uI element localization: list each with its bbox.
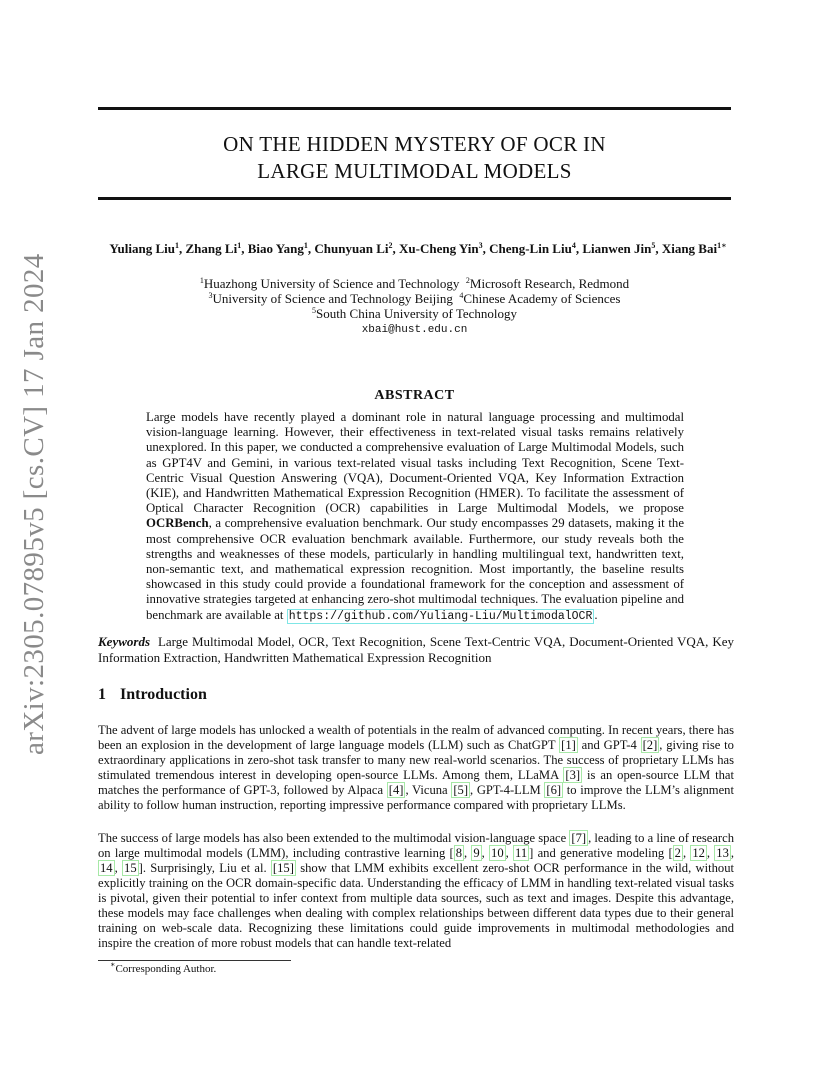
footnote-mark: ∗: [110, 960, 116, 969]
citation-number: 1: [565, 738, 572, 752]
citation-number: 3: [569, 768, 576, 782]
text: The success of large models has also been extended to the multimodal vision-language space: [98, 831, 567, 845]
citation-link[interactable]: 9: [473, 846, 480, 860]
author: Lianwen Jin: [582, 241, 652, 256]
footnote-text: Corresponding Author.: [115, 963, 217, 975]
title-rule-bottom: [98, 197, 731, 200]
text: , GPT-4-LLM: [470, 783, 541, 797]
intro-paragraph-2: The success of large models has also been extended to the multimodal vision-language space [7] , leading to a line of research on large multimodal models (LMM), including contrastive learning [ 8 , 9 , 10 , 11 ] and generative modeling [ 2 , 12 , 13 , 14 , 15 ]. Surprisingly, Liu et al. [15] show that LMM exhibits excellent zero-shot OCR performance in the wild, without explicitly training on the OCR domain-specific data. Understanding the efficacy of LMM in handling text-related visual tasks is pivotal, given their potential to infer context from multiple data sources, such as text and images. Despite this advantage, these models may face challenges when dealing with complex relationships between different data types due to their general training on web-scale data. Recognizing these limitations could guide improvements in multimodal methodologies and inspire the creation of more robust models that can handle text-related: [98, 831, 735, 950]
text: to improve the LLM’s alignment ability to follow human instruction, reporting impressive performance compared with proprietary LLMs.: [98, 783, 734, 812]
citation-link[interactable]: [3]: [565, 768, 581, 782]
affil-mark: 5: [311, 306, 316, 315]
citation-link[interactable]: [15]: [272, 861, 294, 875]
citation-link[interactable]: [7]: [571, 831, 587, 845]
affiliation-line: [98, 291, 731, 306]
citation-link[interactable]: 14: [100, 861, 113, 875]
citation-link[interactable]: 10: [491, 846, 504, 860]
section-heading: [98, 686, 207, 704]
citation-number: 15: [277, 861, 290, 875]
citation-link[interactable]: 12: [692, 846, 705, 860]
citation-link[interactable]: 13: [716, 846, 729, 860]
section-title: Introduction: [120, 686, 207, 703]
abstract-text-part: , a comprehensive evaluation benchmark. Our study encompasses 29 datasets, making it the most comprehensive OCR evaluation benchmark available. Furthermore, our study reveals both the strengths and weaknesses of these models, particularly in handling multilingual text, handwritten text, non-semantic text, and mathematical expression recognition. Most importantly, the baseline results showcased in this study could provide a foundational framework for the conception and assessment of innovative strategies targeted at enhancing zero-shot multimodal techniques. The evaluation pipeline and benchmark are available at: [146, 516, 684, 622]
text: , giving rise to extraordinary applications in zero-shot task transfer to many new real-world scenarios. The success of proprietary LLMs has stimulated tremendous interest in developing open-source LLMs. Among them, LLaMA: [98, 738, 734, 782]
footnote: [110, 960, 217, 975]
author-affil-mark: 3: [478, 241, 483, 250]
author-affil-mark: 1∗: [717, 241, 727, 250]
text: is an open-source LLM that matches the performance of GPT-3, followed by Alpaca: [98, 768, 735, 797]
author-list: Yuliang Liu$^1$, Zhang Li$^1$, Biao Yang$^1$, Chunyuan Li$^2$, Xu-Cheng Yin$^3$, Cheng-Lin Liu$^4$, Lianwen Jin$^5$, Xiang Bai$^{1∗}$: [109, 241, 727, 256]
citation-number: 2: [646, 738, 654, 752]
author: Cheng-Lin Liu: [489, 241, 572, 256]
affiliation-line: [98, 306, 731, 321]
author-affil-mark: 1: [175, 241, 180, 250]
citation-link[interactable]: 15: [124, 861, 137, 875]
citation-link[interactable]: 2: [674, 846, 681, 860]
text: show that LMM exhibits excellent zero-shot OCR performance in the wild, without explicitly training on the OCR domain-specific data. Understanding the efficacy of LMM in handling text-related visual tasks is pivotal, given their potential to infer context from multiple data sources, such as text and images. Despite this advantage, these models may face challenges when dealing with complex relationships between different data types due to their general training on web-scale data. Recognizing these limitations could guide improvements in multimodal methodologies and inspire the creation of more robust models that can handle text-related: [98, 861, 734, 950]
affil-mark: 1: [199, 276, 204, 285]
paper-title-line-1: ON THE HIDDEN MYSTERY OF OCR IN: [223, 132, 606, 156]
text: , Vicuna: [405, 783, 448, 797]
intro-paragraph-1: [98, 723, 734, 813]
affiliation: Chinese Academy of Sciences: [463, 291, 621, 306]
benchmark-name: OCRBench: [146, 516, 209, 531]
keywords-label: Keywords: [98, 634, 150, 649]
citation-link[interactable]: 8: [455, 846, 462, 860]
affil-mark: 2: [465, 276, 470, 285]
author-affil-mark: 4: [571, 241, 576, 250]
title-rule-top: [98, 107, 731, 110]
footnote-rule: [98, 960, 291, 961]
text: , leading to a line of research on large multimodal models (LMM), including contrastive learning: [98, 831, 735, 860]
citation-number: 6: [550, 783, 557, 797]
abstract-text-part: .: [594, 607, 598, 622]
author-affil-mark: 1: [237, 241, 242, 250]
citation-number: 4: [392, 783, 400, 797]
affiliation: University of Science and Technology Beijing: [212, 291, 453, 306]
affil-mark: 3: [208, 291, 213, 300]
citation-link[interactable]: [6]: [546, 783, 562, 797]
citation-link[interactable]: [5]: [453, 783, 469, 797]
affil-mark: 4: [459, 291, 464, 300]
author-affil-mark: 1: [303, 241, 308, 250]
text: . Surprisingly, Liu et al.: [142, 861, 267, 875]
affiliation: South China University of Technology: [315, 306, 518, 321]
text: and generative modeling: [537, 846, 665, 860]
citation-number: 5: [457, 783, 464, 797]
citation-number: 7: [575, 831, 582, 845]
affiliation: Huazhong University of Science and Technology: [203, 276, 460, 291]
keywords-text: Large Multimodal Model, OCR, Text Recognition, Scene Text-Centric VQA, Document-Oriented VQA, Key Information Extraction, Handwritten Mathematical Expression Recognition: [98, 634, 734, 665]
section-number: 1: [98, 686, 106, 703]
text: and GPT-4: [581, 738, 637, 752]
abstract-text: [146, 410, 684, 624]
author: Xu-Cheng Yin: [399, 241, 479, 256]
citation-link[interactable]: [4]: [388, 783, 404, 797]
citation-link[interactable]: 11: [515, 846, 528, 860]
author-affil-mark: 2: [388, 241, 393, 250]
affiliation: Microsoft Research, Redmond: [469, 276, 630, 291]
text: The advent of large models has unlocked a wealth of potentials in the realm of advanced computing. In recent years, there has been an explosion in the development of large language models (LLM) such as ChatGPT: [98, 723, 734, 752]
arxiv-identifier: arXiv:2305.07895v5 [cs.CV] 17 Jan 2024: [18, 253, 50, 755]
repository-link[interactable]: https://github.com/Yuliang-Liu/MultimodalOCR: [288, 609, 593, 623]
keywords: [98, 634, 734, 666]
abstract-text-part: Large models have recently played a dominant role in natural language processing and multimodal vision-language learning. However, their effectiveness in text-related visual tasks remains relatively unexplored. In this paper, we conducted a comprehensive evaluation of Large Multimodal Models, such as GPT4V and Gemini, in various text-related visual tasks including Text Recognition, Scene Text-Centric Visual Question Answering (VQA), Document-Oriented VQA, Key Information Extraction (KIE), and Handwritten Mathematical Expression Recognition (HMER). To facilitate the assessment of Optical Character Recognition (OCR) capabilities in Large Multimodal Models, we propose: [146, 410, 684, 516]
author: Zhang Li: [185, 241, 238, 256]
author: Chunyuan Li: [314, 241, 389, 256]
author: Yuliang Liu: [109, 241, 176, 256]
contact-email[interactable]: xbai@hust.edu.cn: [361, 324, 468, 336]
paper-title-line-2: LARGE MULTIMODAL MODELS: [257, 159, 572, 183]
author: Biao Yang: [247, 241, 304, 256]
affiliation-line: [98, 276, 731, 291]
author-affil-mark: 5: [651, 241, 656, 250]
citation-link[interactable]: [2]: [642, 738, 658, 752]
citation-link[interactable]: [1]: [561, 738, 576, 752]
abstract-heading: ABSTRACT: [374, 388, 455, 403]
author: Xiang Bai: [661, 241, 718, 256]
